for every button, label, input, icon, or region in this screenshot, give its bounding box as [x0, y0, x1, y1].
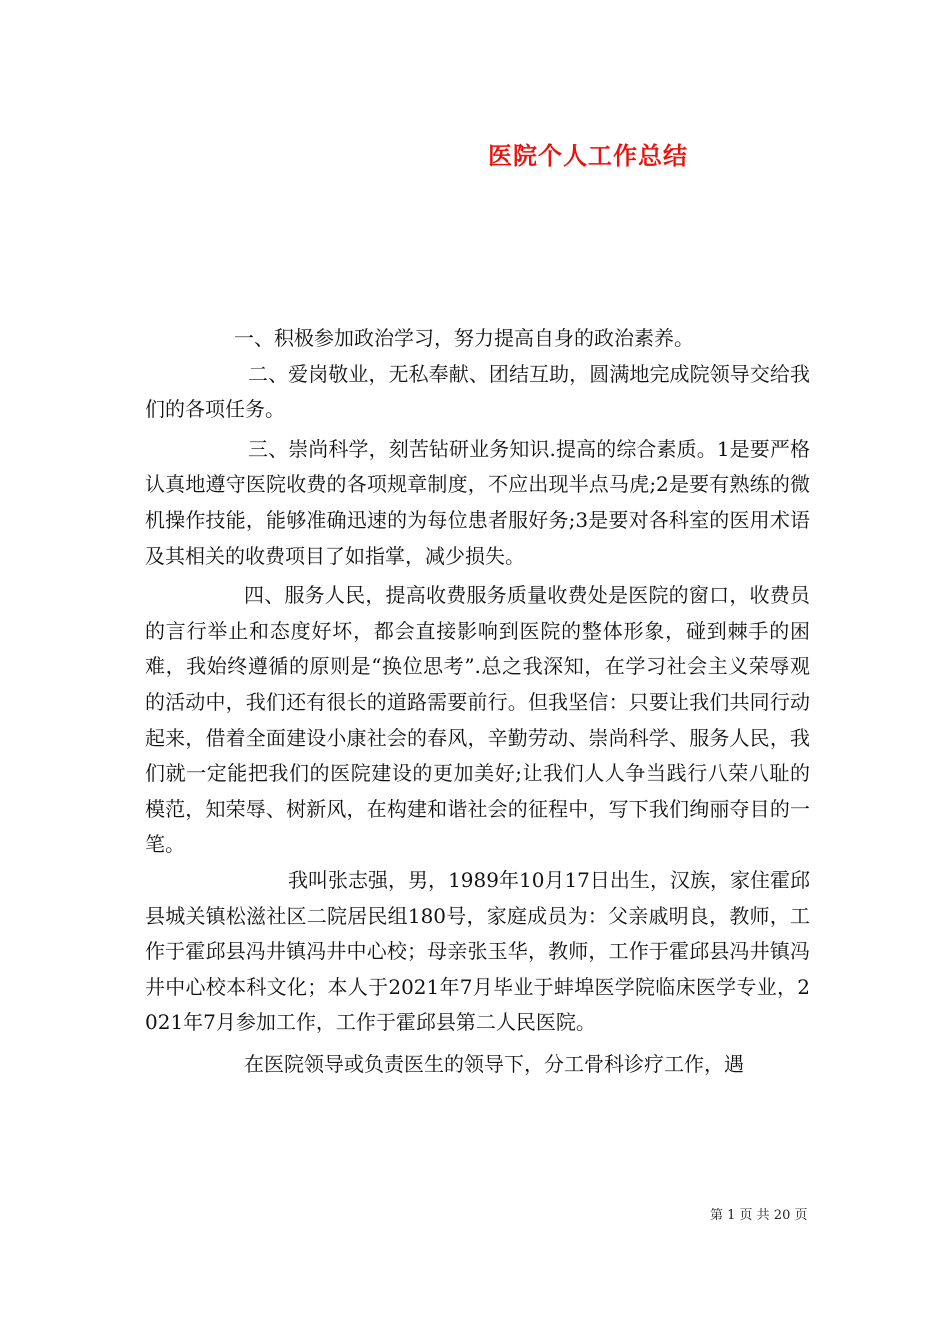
paragraph-2: 二、爱岗敬业，无私奉献、团结互助，圆满地完成院领导交给我们的各项任务。 [145, 361, 810, 422]
page-number-footer: 第 1 页 共 20 页 [710, 1208, 808, 1223]
document-title: 医院个人工作总结 [488, 141, 688, 170]
paragraph-4: 四、服务人民，提高收费服务质量收费处是医院的窗口，收费员的言行举止和态度好坏，都会直接影响到医院的整体形象，碰到棘手的困难，我始终遵循的原则是“换位思考”.总之我深知，在学习社会主义荣辱观的活动中，我们还有很长的道路需要前行。但我坚信：只要让我们共同行动起来，借着全面建设小康社会的春风，辛勤劳动、崇尚科学、服务人民，我们就一定能把我们的医院建设的更加美好;让我们人人争当践行八荣八耻的模范，知荣辱、树新风，在构建和谐社会的征程中，写下我们绚丽夺目的一笔。 [145, 583, 810, 857]
paragraph-1: 一、积极参加政治学习，努力提高自身的政治素养。 [234, 326, 694, 350]
document-body [145, 321, 810, 1082]
paragraph-3: 三、崇尚科学，刻苦钻研业务知识.提高的综合素质。1是要严格认真地遵守医院收费的各项规章制度，不应出现半点马虎;2是要有熟练的微机操作技能，能够准确迅速的为每位患者服好务;3是要对各科室的医用术语及其相关的收费项目了如指掌，减少损失。 [145, 436, 810, 568]
paragraph-5: 我叫张志强，男，1989年10月17日出生，汉族，家住霍邱县城关镇松滋社区二院居民组180号，家庭成员为：父亲戚明良，教师，工作于霍邱县冯井镇冯井中心校；母亲张玉华，教师，工作于霍邱县冯井镇冯井中心校本科文化；本人于2021年7月毕业于蚌埠医学院临床医学专业，2021年7月参加工作，工作于霍邱县第二人民医院。 [145, 867, 810, 1035]
paragraph-6: 在医院领导或负责医生的领导下，分工骨科诊疗工作，遇 [244, 1051, 744, 1076]
